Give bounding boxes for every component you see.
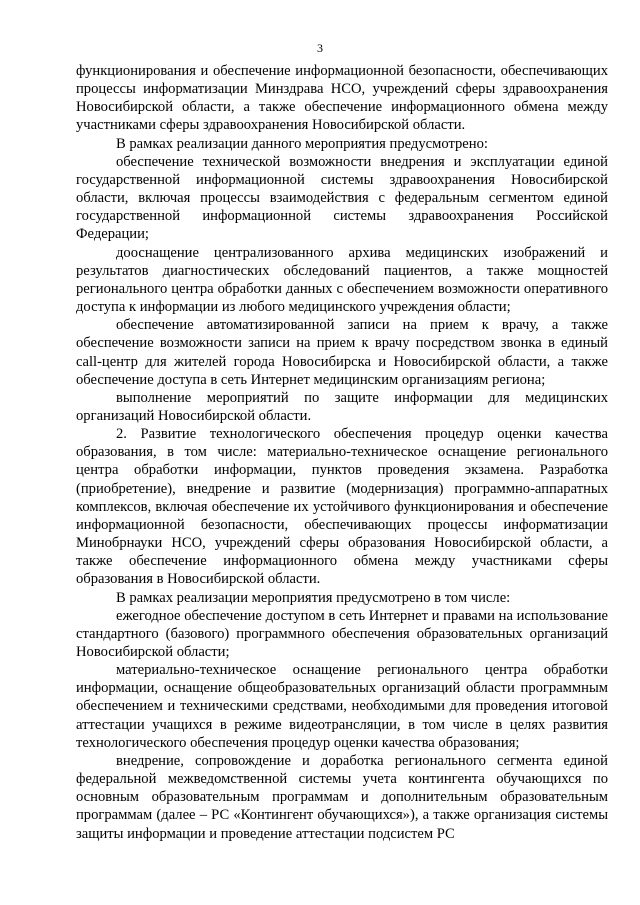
page-number: 3 bbox=[317, 41, 323, 55]
paragraph: В рамках реализации данного мероприятия предусмотрено: bbox=[116, 135, 488, 152]
paragraph-continuation: функционирования и обеспечение информационной безопасности, обеспечивающих процессы информатизации Минздрава НСО, учреждений сферы здравоохранения Новосибирской области, а также обеспечение информационного обмена между участниками сферы здравоохранения Новосибирской области. bbox=[76, 63, 608, 134]
paragraph: В рамках реализации мероприятия предусмотрено в том числе: bbox=[116, 589, 511, 606]
paragraph: ежегодное обеспечение доступом в сеть Интернет и правами на использование стандартного (базового) программного обеспечения образовательных организаций Новосибирской области; bbox=[76, 607, 608, 660]
paragraph: дооснащение централизованного архива медицинских изображений и результатов диагностических обследований пациентов, а также мощностей регионального центра обработки данных с обеспечением возможности оперативного доступа к информации из любого медицинского учреждения области; bbox=[76, 244, 608, 316]
paragraph: обеспечение технической возможности внедрения и эксплуатации единой государственной информационной системы здравоохранения Новосибирской области, включая процессы взаимодействия с федеральным сегментом единой государственной информационной системы здравоохранения Российской Федерации; bbox=[76, 153, 608, 243]
paragraph: выполнение мероприятий по защите информации для медицинских организаций Новосибирской области. bbox=[76, 389, 608, 424]
paragraph: обеспечение автоматизированной записи на прием к врачу, а также обеспечение возможности записи на прием к врачу посредством звонка в единый call-центр для жителей города Новосибирска и Новосибирской области, а также обеспечение доступа в сеть Интернет медицинским организациям региона; bbox=[76, 317, 608, 388]
paragraph-numbered-item: 2. Развитие технологического обеспечения процедур оценки качества образования, в том числе: материально-техническое оснащение регионального центра обработки информации, пунктов проведения экзамена. Разработка (приобретение), внедрение и развитие (модернизация) программно-аппаратных комплексов, включая обеспечение их устойчивого функционирования и обеспечение информационной безопасности, обеспечивающих процессы информатизации Минобрнауки НСО, учреждений сферы образования Новосибирской области, а также обеспечение информационного обмена между участниками сферы образования в Новосибирской области. bbox=[76, 426, 608, 588]
paragraph: внедрение, сопровождение и доработка регионального сегмента единой федеральной межведомственной системы учета контингента обучающихся по основным образовательным программам и дополнительным образовательным программам (далее – РС «Контингент обучающихся»), а также организация системы защиты информации и проведение аттестации подсистем РС bbox=[76, 752, 608, 842]
paragraph: материально-техническое оснащение регионального центра обработки информации, оснащение общеобразовательных организаций области программным обеспечением и техническими средствами, необходимыми для проведения итоговой аттестации учащихся в режиме видеотрансляции, в том числе в целях развития технологического обеспечения процедур оценки качества образования; bbox=[76, 662, 608, 751]
document-body bbox=[76, 62, 608, 843]
